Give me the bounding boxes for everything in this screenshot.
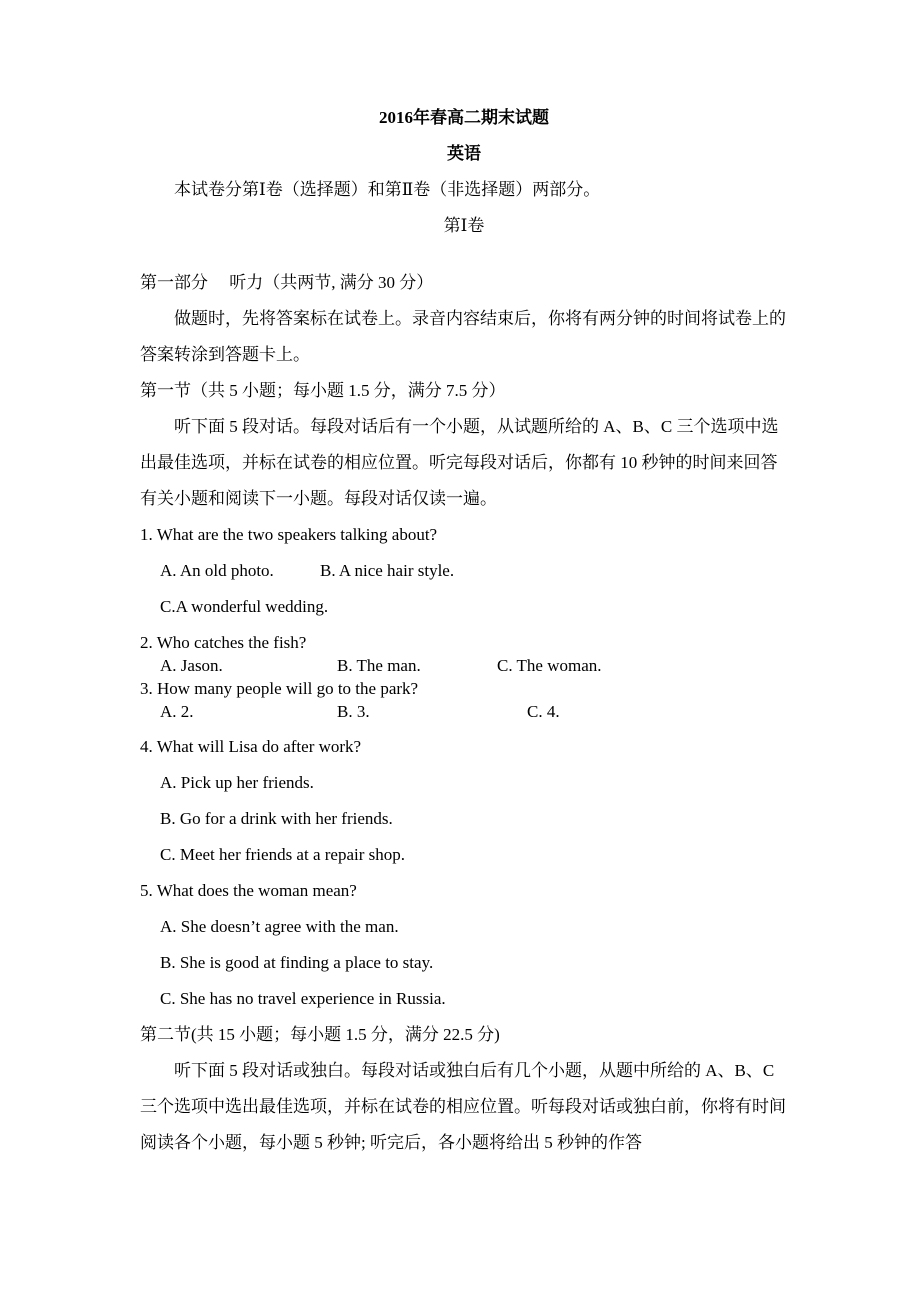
page-title: 2016年春高二期末试题 [379,108,549,127]
question-2-text: 2. Who catches the fish? [140,633,307,652]
subject-title: 英语 [447,144,481,163]
question-3 [140,677,788,723]
question-5 [140,873,788,1017]
volume1-heading: 第Ⅰ卷 [443,216,485,235]
question-2-option-b: B. The man. [337,656,421,675]
question-2 [140,631,788,677]
part1-heading: 第一部分 听力（共两节, 满分 30 分） [140,273,434,292]
question-4-text: 4. What will Lisa do after work? [140,737,362,756]
question-5-option-c: C. She has no travel experience in Russia. [160,989,446,1008]
question-1-option-a: A. An old photo. [160,561,274,580]
question-4-option-c: C. Meet her friends at a repair shop. [160,845,405,864]
question-1-option-c: C.A wonderful wedding. [160,597,329,616]
question-4-option-b: B. Go for a drink with her friends. [160,809,393,828]
question-2-options-row [140,654,788,677]
question-2-option-c: C. The woman. [497,656,602,675]
question-4 [140,729,788,873]
question-2-option-a: A. Jason. [160,656,223,675]
part1-note: 做题时，先将答案标在试卷上。录音内容结束后，你将有两分钟的时间将试卷上的答案转涂到答题卡上。 [140,309,786,364]
question-5-text: 5. What does the woman mean? [140,881,357,900]
section1-note: 听下面 5 段对话。每段对话后有一个小题，从试题所给的 A、B、C 三个选项中选出最佳选项，并标在试卷的相应位置。听完每段对话后，你都有 10 秒钟的时间来回答有关小题和阅读下一小题。每段对话仅读一遍。 [140,417,779,508]
question-5-option-b: B. She is good at finding a place to stay. [160,953,434,972]
question-3-option-a: A. 2. [160,702,194,721]
question-1 [140,517,788,625]
question-3-options-row [140,700,788,723]
question-1-option-b: B. A nice hair style. [320,561,455,580]
question-4-option-a: A. Pick up her friends. [160,773,314,792]
question-3-option-c: C. 4. [527,702,560,721]
question-3-option-b: B. 3. [337,702,370,721]
question-5-option-a: A. She doesn’t agree with the man. [160,917,399,936]
section2-heading: 第二节(共 15 小题；每小题 1.5 分，满分 22.5 分) [140,1025,500,1044]
section2-note: 听下面 5 段对话或独白。每段对话或独白后有几个小题，从题中所给的 A、B、C 三个选项中选出最佳选项，并标在试卷的相应位置。听每段对话或独白前，你将有时间阅读各个小题，每小题 5 秒钟; 听完后，各小题将给出 5 秒钟的作答 [140,1061,786,1152]
question-1-options-row [140,553,788,589]
question-1-text: 1. What are the two speakers talking about? [140,525,438,544]
question-3-text: 3. How many people will go to the park? [140,679,419,698]
intro-text: 本试卷分第Ⅰ卷（选择题）和第Ⅱ卷（非选择题）两部分。 [174,180,601,199]
section1-heading: 第一节（共 5 小题；每小题 1.5 分，满分 7.5 分） [140,381,506,400]
